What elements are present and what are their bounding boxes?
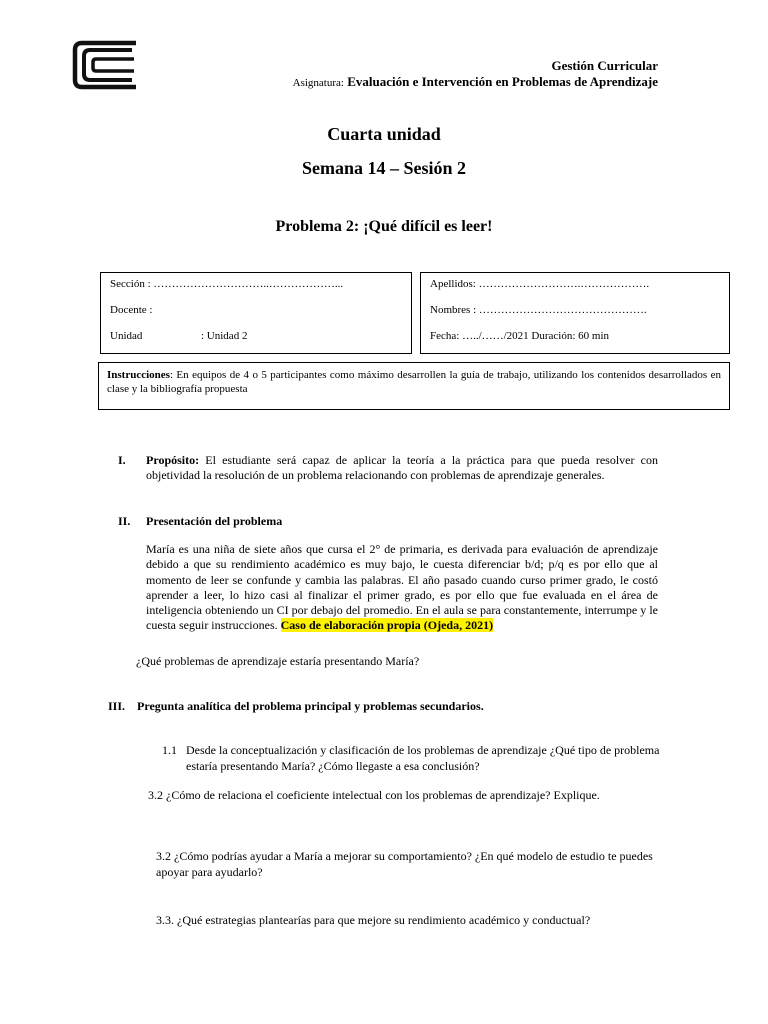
- unidad-label: Unidad: [110, 330, 143, 342]
- instructions-label: Instrucciones: [107, 369, 170, 381]
- section-3-title: Pregunta analítica del problema principal y problemas secundarios.: [137, 699, 484, 713]
- purpose-text: El estudiante será capaz de aplicar la teoría a la práctica para que pueda resolver con objetividad la resolución de un problema relacionando con problemas de aprendizaje generales.: [146, 453, 658, 483]
- problem-title: Problema 2: ¡Qué difícil es leer!: [275, 218, 493, 235]
- instructions-text: [107, 368, 721, 396]
- instructions-body: : En equipos de 4 o 5 participantes como máximo desarrollen la guía de trabajo, utilizando los contenidos desarrollados en clase y la bibliografía propuesta: [107, 369, 721, 395]
- institution-logo-icon: [72, 40, 140, 90]
- asignatura-label: Asignatura:: [292, 77, 344, 89]
- unit-title: Cuarta unidad: [327, 124, 441, 144]
- docente-field[interactable]: Docente :: [110, 304, 153, 316]
- student-info-box-right: [420, 272, 730, 354]
- section-3-number: III.: [108, 699, 126, 713]
- problem-text: María es una niña de siete años que cursa el 2° de primaria, es derivada para evaluación de aprendizaje debido a que su rendimiento académico es muy bajo, le cuesta diferenciar b/d; p/q es por ello que al momento de leer se confunde y cambia las palabras. El año pasado cuando curso primer grado, le costó aprender a leer, lo hizo casi al finalizar el primer grado, es por ello que fue evaluada en el área de inteligencia obteniendo un CI por debajo del promedio. En el aula se para constantemente, interrumpe y le cuesta seguir instrucciones.: [146, 542, 658, 633]
- question-3-2-a: 3.2 ¿Cómo de relaciona el coeficiente intelectual con los problemas de aprendizaje? Explique.: [148, 788, 600, 802]
- header-course: [293, 74, 658, 90]
- seccion-field[interactable]: Sección : …………………………..………………...: [110, 278, 344, 290]
- problem-paragraph: [146, 542, 658, 634]
- apellidos-field[interactable]: Apellidos: ……………………….……………….: [430, 278, 650, 290]
- question-3-2-b: 3.2 ¿Cómo podrías ayudar a María a mejorar su comportamiento? ¿En qué modelo de estudio te puedes apoyar para ayudarlo?: [156, 849, 653, 879]
- question-3-3: 3.3. ¿Qué estrategias plantearías para que mejore su rendimiento académico y conductual?: [156, 913, 591, 927]
- section-2-number: II.: [118, 514, 131, 528]
- problem-question: ¿Qué problemas de aprendizaje estaría presentando María?: [136, 654, 420, 668]
- section-1-purpose: [146, 453, 658, 484]
- instructions-box: [98, 362, 730, 410]
- asignatura-value: Evaluación e Intervención en Problemas de Aprendizaje: [347, 74, 658, 89]
- student-info-box-left: [100, 272, 412, 354]
- case-source-highlight: Caso de elaboración propia (Ojeda, 2021): [280, 618, 494, 633]
- purpose-label: Propósito:: [146, 453, 200, 467]
- header-area: Gestión Curricular: [551, 58, 658, 73]
- nombres-field[interactable]: Nombres : ……………………………………….: [430, 304, 647, 316]
- fecha-field[interactable]: Fecha: …../……/2021 Duración: 60 min: [430, 330, 610, 342]
- section-2-title: Presentación del problema: [146, 514, 283, 528]
- week-title: Semana 14 – Sesión 2: [301, 158, 467, 178]
- question-1-1-number: 1.1: [162, 743, 177, 757]
- section-1-number: I.: [118, 453, 126, 467]
- question-1-1: Desde la conceptualización y clasificación de los problemas de aprendizaje ¿Qué tipo de problema estaría presentando María? ¿Cómo llegaste a esa conclusión?: [186, 743, 660, 773]
- unidad-value: : Unidad 2: [201, 330, 248, 342]
